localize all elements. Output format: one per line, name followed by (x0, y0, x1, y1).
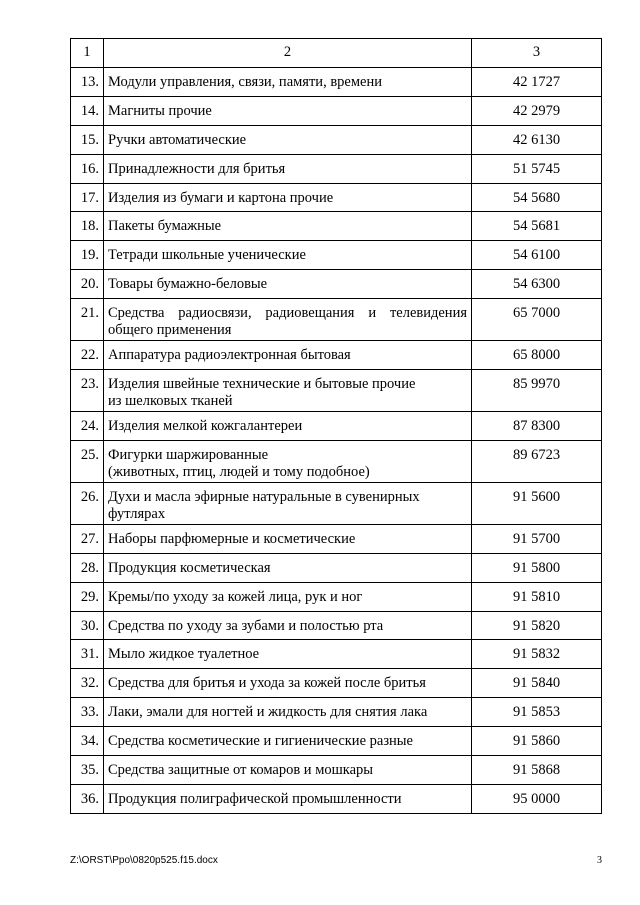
row-code: 91 5600 (472, 482, 602, 524)
row-number: 14. (71, 96, 104, 125)
row-code: 91 5868 (472, 756, 602, 785)
table-row (71, 669, 602, 698)
table-row (71, 125, 602, 154)
row-number: 15. (71, 125, 104, 154)
row-description: Фигурки шаржированные (животных, птиц, людей и тому подобное) (104, 440, 472, 482)
row-number: 20. (71, 270, 104, 299)
footer-page-number: 3 (597, 855, 602, 866)
table-row (71, 756, 602, 785)
row-code: 65 8000 (472, 341, 602, 370)
row-description: Средства защитные от комаров и мошкары (104, 756, 472, 785)
row-code: 54 6100 (472, 241, 602, 270)
table-row (71, 582, 602, 611)
column-header-description: 2 (104, 39, 472, 68)
row-code: 65 7000 (472, 299, 602, 341)
row-code: 91 5832 (472, 640, 602, 669)
row-description: Магниты прочие (104, 96, 472, 125)
row-number: 29. (71, 582, 104, 611)
row-code: 91 5700 (472, 524, 602, 553)
column-header-code: 3 (472, 39, 602, 68)
table-row (71, 341, 602, 370)
row-code: 91 5860 (472, 727, 602, 756)
row-number: 16. (71, 154, 104, 183)
table-row (71, 212, 602, 241)
row-description: Средства косметические и гигиенические разные (104, 727, 472, 756)
row-code: 54 6300 (472, 270, 602, 299)
row-description: Изделия швейные технические и бытовые прочие из шелковых тканей (104, 370, 472, 412)
row-description: Наборы парфюмерные и косметические (104, 524, 472, 553)
row-number: 33. (71, 698, 104, 727)
row-number: 17. (71, 183, 104, 212)
row-description: Духи и масла эфирные натуральные в сувенирных футлярах (104, 482, 472, 524)
row-description: Модули управления, связи, памяти, времени (104, 68, 472, 97)
row-description: Тетради школьные ученические (104, 241, 472, 270)
row-number: 21. (71, 299, 104, 341)
table-row (71, 270, 602, 299)
table-row (71, 440, 602, 482)
row-code: 95 0000 (472, 784, 602, 813)
table-row (71, 370, 602, 412)
table-row (71, 784, 602, 813)
row-description: Продукция косметическая (104, 553, 472, 582)
row-description: Товары бумажно-беловые (104, 270, 472, 299)
row-description: Аппаратура радиоэлектронная бытовая (104, 341, 472, 370)
row-code: 91 5810 (472, 582, 602, 611)
row-number: 25. (71, 440, 104, 482)
row-description: Средства по уходу за зубами и полостью рта (104, 611, 472, 640)
footer-file-path: Z:\ORST\Ppo\0820p525.f15.docx (70, 855, 218, 866)
row-description: Ручки автоматические (104, 125, 472, 154)
row-description: Кремы/по уходу за кожей лица, рук и ног (104, 582, 472, 611)
row-code: 42 1727 (472, 68, 602, 97)
row-number: 19. (71, 241, 104, 270)
row-code: 54 5681 (472, 212, 602, 241)
row-number: 23. (71, 370, 104, 412)
table-row (71, 611, 602, 640)
table-row (71, 154, 602, 183)
row-number: 26. (71, 482, 104, 524)
row-number: 22. (71, 341, 104, 370)
row-number: 30. (71, 611, 104, 640)
table-header-row (71, 39, 602, 68)
row-description: Мыло жидкое туалетное (104, 640, 472, 669)
row-code: 42 6130 (472, 125, 602, 154)
row-number: 35. (71, 756, 104, 785)
row-code: 89 6723 (472, 440, 602, 482)
table-row (71, 698, 602, 727)
row-number: 13. (71, 68, 104, 97)
row-number: 27. (71, 524, 104, 553)
row-description: Изделия из бумаги и картона прочие (104, 183, 472, 212)
row-number: 36. (71, 784, 104, 813)
table-row (71, 68, 602, 97)
row-number: 31. (71, 640, 104, 669)
table-row (71, 412, 602, 441)
table-row (71, 241, 602, 270)
row-description: Средства для бритья и ухода за кожей после бритья (104, 669, 472, 698)
row-code: 91 5853 (472, 698, 602, 727)
row-number: 34. (71, 727, 104, 756)
row-code: 91 5820 (472, 611, 602, 640)
row-code: 91 5800 (472, 553, 602, 582)
row-number: 32. (71, 669, 104, 698)
row-description: Средства радиосвязи, радиовещания и телевидения общего применения (104, 299, 472, 341)
row-code: 85 9970 (472, 370, 602, 412)
table-row (71, 640, 602, 669)
row-number: 28. (71, 553, 104, 582)
products-table (70, 38, 602, 814)
row-description: Лаки, эмали для ногтей и жидкость для снятия лака (104, 698, 472, 727)
row-number: 18. (71, 212, 104, 241)
row-code: 54 5680 (472, 183, 602, 212)
row-description: Пакеты бумажные (104, 212, 472, 241)
row-code: 91 5840 (472, 669, 602, 698)
table-row (71, 96, 602, 125)
table-row (71, 553, 602, 582)
row-code: 87 8300 (472, 412, 602, 441)
column-header-number: 1 (71, 39, 104, 68)
table-row (71, 183, 602, 212)
row-description: Продукция полиграфической промышленности (104, 784, 472, 813)
row-description: Принадлежности для бритья (104, 154, 472, 183)
row-code: 51 5745 (472, 154, 602, 183)
table-row (71, 524, 602, 553)
table-row (71, 482, 602, 524)
row-number: 24. (71, 412, 104, 441)
table-row (71, 727, 602, 756)
row-description: Изделия мелкой кожгалантереи (104, 412, 472, 441)
table-row (71, 299, 602, 341)
row-code: 42 2979 (472, 96, 602, 125)
